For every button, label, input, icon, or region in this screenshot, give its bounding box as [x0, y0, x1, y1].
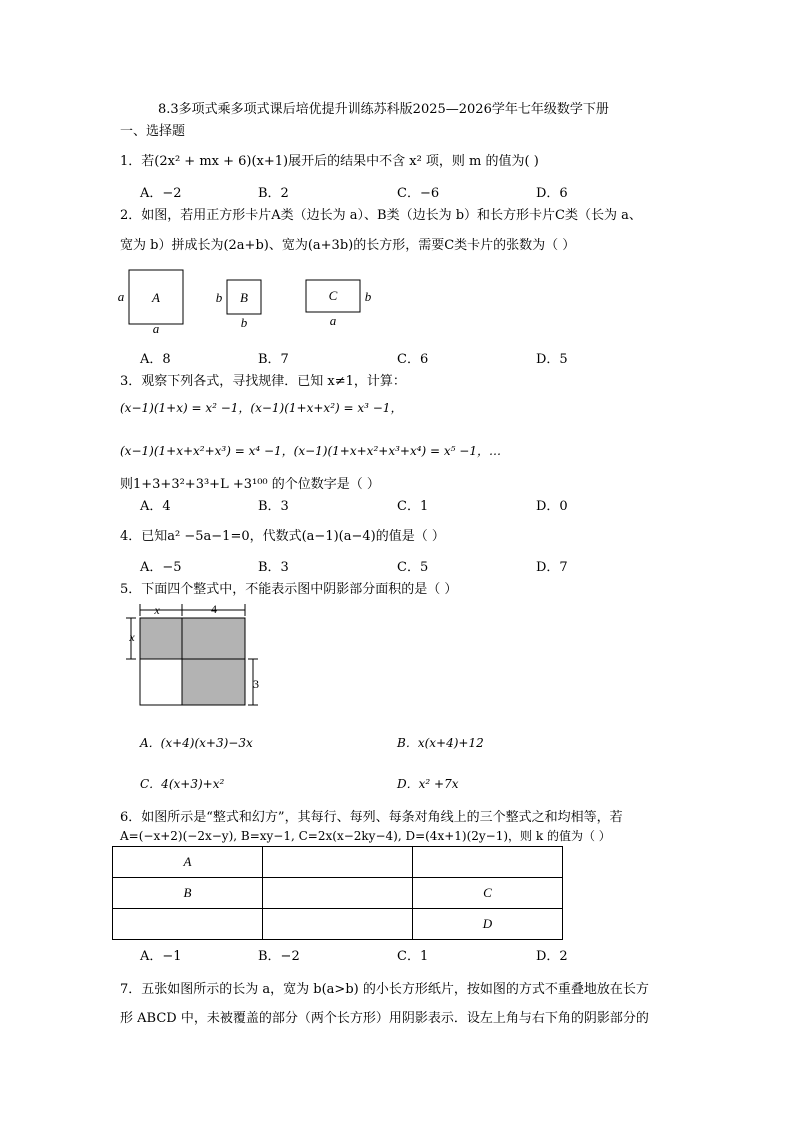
q2-cards-figure [112, 262, 382, 334]
q2-option-d: D．5 [536, 352, 568, 367]
magic-cell: A [113, 847, 263, 878]
magic-cell [263, 909, 413, 940]
question-3-line-2: 则1+3+3²+3³+L +3¹⁰⁰ 的个位数字是（ ） [120, 477, 380, 492]
card-a-label: A [152, 290, 160, 305]
q1-option-c: C．−6 [397, 186, 440, 201]
question-4-stem: 4．已知a² −5a−1=0，代数式(a−1)(a−4)的值是（ ） [120, 529, 445, 544]
q5-shaded-bottom-right [182, 659, 245, 705]
section-heading: 一、选择题 [120, 124, 186, 139]
magic-cell [113, 909, 263, 940]
magic-square-table [112, 846, 563, 940]
card-c-side-label: b [364, 289, 372, 304]
question-7-line-2: 形 ABCD 中，未被覆盖的部分（两个长方形）用阴影表示．设左上角与右下角的阴影部分的 [120, 1011, 649, 1026]
q4-option-b: B．3 [258, 560, 289, 575]
q2-option-c: C．6 [397, 352, 429, 367]
card-a-side-label: a [117, 289, 125, 304]
q3-option-d: D．0 [536, 499, 568, 514]
page-title: 8.3多项式乘多项式课后培优提升训练苏科版2025—2026学年七年级数学下册 [158, 102, 609, 117]
q4-option-c: C．5 [397, 560, 429, 575]
question-2-line-2: 宽为 b）拼成长为(2a+b)、宽为(a+3b)的长方形，需要C类卡片的张数为（ ） [120, 238, 576, 253]
question-7-line-1: 7．五张如图所示的长为 a，宽为 b(a>b) 的小长方形纸片，按如图的方式不重叠地放在长方 [120, 982, 649, 997]
q5-three-label: 3 [253, 677, 259, 691]
question-3-line-1: 3．观察下列各式，寻找规律．已知 x≠1，计算： [120, 374, 406, 389]
magic-cell [413, 847, 563, 878]
q5-four-label: 4 [211, 602, 217, 616]
q3-option-a: A．4 [140, 499, 171, 514]
question-2-line-1: 2．如图，若用正方形卡片A类（边长为 a）、B类（边长为 b）和长方形卡片C类（长为 a、 [120, 208, 642, 223]
card-b-label: B [240, 290, 248, 305]
q5-shaded-top-right [182, 618, 245, 659]
q6-option-b: B．−2 [258, 949, 300, 964]
card-c-bottom-label: a [329, 313, 337, 328]
q5-option-b: B．x(x+4)+12 [397, 736, 484, 750]
q5-option-a: A．(x+4)(x+3)−3x [140, 736, 253, 750]
q5-blank-bottom-left [140, 659, 182, 705]
q5-option-d: D．x² +7x [397, 777, 459, 791]
question-5-stem: 5．下面四个整式中，不能表示图中阴影部分面积的是（ ） [120, 582, 458, 597]
table-row [113, 909, 563, 940]
magic-cell: C [413, 878, 563, 909]
magic-cell: B [113, 878, 263, 909]
q3-option-c: C．1 [397, 499, 429, 514]
card-b-bottom-label: b [240, 315, 248, 330]
q6-option-a: A．−1 [140, 949, 182, 964]
q4-option-a: A．−5 [140, 560, 182, 575]
q6-option-c: C．1 [397, 949, 429, 964]
q3-option-b: B．3 [258, 499, 289, 514]
q6-option-d: D．2 [536, 949, 568, 964]
card-b-side-label: b [215, 290, 223, 305]
q1-option-d: D．6 [536, 186, 568, 201]
q5-x-left-label: x [129, 630, 135, 644]
magic-cell: D [413, 909, 563, 940]
card-a-bottom-label: a [152, 321, 160, 334]
q3-equation-2: (x−1)(1+x+x²+x³) = x⁴ −1，(x−1)(1+x+x²+x³+x⁴) = x⁵ −1，… [120, 444, 501, 458]
q1-option-b: B．2 [258, 186, 289, 201]
q5-area-figure [122, 600, 272, 712]
card-c-label: C [328, 288, 338, 303]
question-6-line-1: 6．如图所示是“整式和幻方”，其每行、每列、每条对角线上的三个整式之和均相等，若 [120, 810, 623, 825]
q2-option-a: A．8 [140, 352, 171, 367]
q5-option-c: C．4(x+3)+x² [140, 777, 225, 791]
q2-option-b: B．7 [258, 352, 289, 367]
question-1-stem: 1．若(2x² + mx + 6)(x+1)展开后的结果中不含 x² 项，则 m 的值为( ) [120, 154, 539, 169]
table-row [113, 847, 563, 878]
q5-x-top-label: x [154, 603, 160, 617]
q4-option-d: D．7 [536, 560, 568, 575]
q5-shaded-top-left [140, 618, 182, 659]
q1-option-a: A．−2 [140, 186, 182, 201]
magic-cell [263, 847, 413, 878]
magic-cell [263, 878, 413, 909]
question-6-line-2: A=(−x+2)(−2x−y), B=xy−1, C=2x(x−2ky−4), D=(4x+1)(2y−1)，则 k 的值为（ ） [120, 829, 611, 843]
q3-equation-1: (x−1)(1+x) = x² −1，(x−1)(1+x+x²) = x³ −1， [120, 401, 403, 415]
table-row [113, 878, 563, 909]
